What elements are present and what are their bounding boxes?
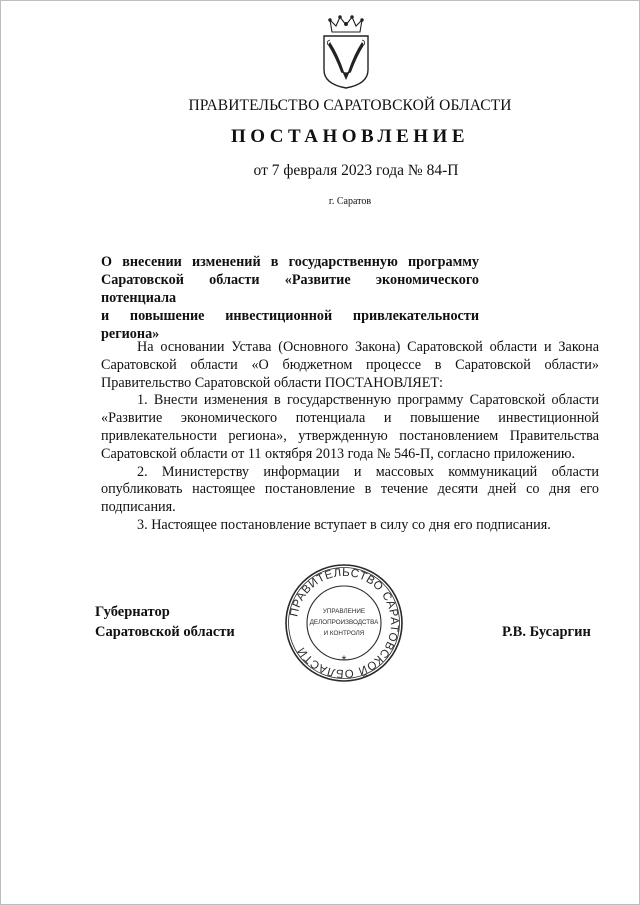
subject-line-2: Саратовской области «Развитие экономического потенциала — [101, 272, 479, 306]
saratov-coat-of-arms-emblem — [320, 14, 372, 90]
stamp-inner-line-3: И КОНТРОЛЯ — [323, 630, 365, 637]
government-name: ПРАВИТЕЛЬСТВО САРАТОВСКОЙ ОБЛАСТИ — [188, 97, 512, 114]
document-subject — [101, 253, 479, 343]
signatory-title-line-1: Губернатор — [95, 604, 170, 620]
subject-line-3: и повышение инвестиционной привлекательности региона» — [101, 308, 479, 342]
document-date-number: от 7 февраля 2023 года № 84-П — [253, 162, 459, 179]
official-stamp — [283, 562, 405, 684]
signatory-name: Р.В. Бусаргин — [502, 624, 591, 640]
document-type-title: ПОСТАНОВЛЕНИЕ — [230, 126, 470, 147]
subject-line-1: О внесении изменений в государственную программу — [101, 254, 479, 270]
item-1-paragraph: 1. Внести изменения в государственную программу Саратовской области «Развитие экономического потенциала и повышение инвестиционной привлекательности региона», утвержденную постановлением Правительства Саратовской области от 11 октября 2013 года № 546-П, согласно приложению. — [101, 392, 599, 462]
city-label: г. Саратов — [328, 196, 372, 207]
preamble-paragraph: На основании Устава (Основного Закона) Саратовской области и Закона Саратовской области «О бюджетном процессе в Саратовской области» Правительство Саратовской области ПОСТАНОВЛЯЕТ: — [101, 339, 599, 391]
item-3-paragraph: 3. Настоящее постановление вступает в силу со дня его подписания. — [137, 516, 551, 533]
stamp-inner-line-1: УПРАВЛЕНИЕ — [322, 608, 366, 615]
stamp-ring-text: ПРАВИТЕЛЬСТВО САРАТОВСКОЙ ОБЛАСТИ — [288, 566, 401, 680]
stamp-star: * — [341, 653, 347, 667]
signatory-title-line-2: Саратовской области — [95, 624, 235, 640]
item-2-paragraph: 2. Министерству информации и массовых коммуникаций области опубликовать настоящее постановление в течение десяти дней со дня его подписания. — [101, 463, 599, 516]
document-body — [101, 339, 599, 535]
signatory-title — [95, 602, 235, 642]
stamp-inner-line-2: ДЕЛОПРОИЗВОДСТВА — [309, 619, 379, 626]
